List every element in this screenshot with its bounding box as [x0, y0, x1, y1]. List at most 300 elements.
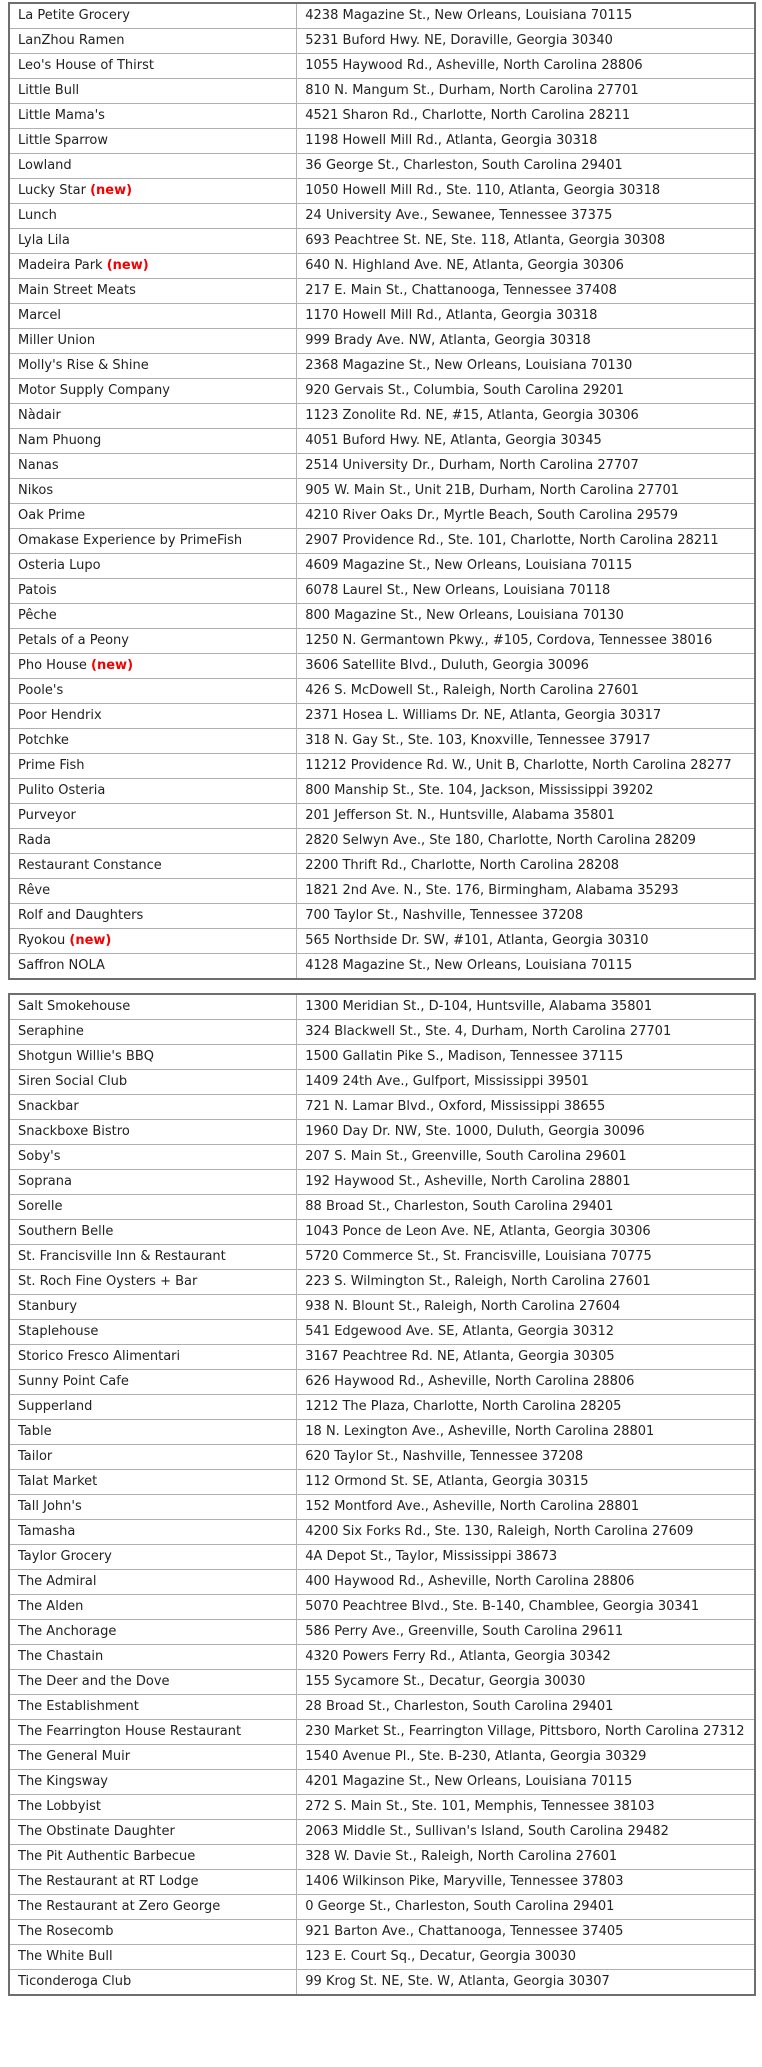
restaurant-address-cell: 24 University Ave., Sewanee, Tennessee 37375 — [297, 204, 755, 229]
restaurant-name-cell — [9, 1145, 297, 1170]
restaurant-name-cell — [9, 1345, 297, 1370]
restaurant-address-cell: 1123 Zonolite Rd. NE, #15, Atlanta, Georgia 30306 — [297, 404, 755, 429]
restaurant-address-cell: 192 Haywood St., Asheville, North Carolina 28801 — [297, 1170, 755, 1195]
restaurant-address-cell: 1055 Haywood Rd., Asheville, North Carolina 28806 — [297, 54, 755, 79]
restaurant-name-cell — [9, 1320, 297, 1345]
restaurant-name: Miller Union — [18, 333, 96, 348]
restaurant-name-cell — [9, 1545, 297, 1570]
restaurant-address-cell: 3606 Satellite Blvd., Duluth, Georgia 30096 — [297, 654, 755, 679]
restaurant-name-cell — [9, 354, 297, 379]
restaurant-name-cell — [9, 429, 297, 454]
restaurant-address-cell: 938 N. Blount St., Raleigh, North Carolina 27604 — [297, 1295, 755, 1320]
restaurant-address-cell: 1043 Ponce de Leon Ave. NE, Atlanta, Georgia 30306 — [297, 1220, 755, 1245]
restaurant-name: The Pit Authentic Barbecue — [18, 1849, 196, 1864]
table-row — [9, 129, 755, 154]
restaurant-address-cell: 1250 N. Germantown Pkwy., #105, Cordova, Tennessee 38016 — [297, 629, 755, 654]
table-row — [9, 654, 755, 679]
restaurant-address-cell: 5231 Buford Hwy. NE, Doraville, Georgia 30340 — [297, 29, 755, 54]
restaurant-name: Snackbar — [18, 1099, 79, 1114]
table-row — [9, 1520, 755, 1545]
restaurant-address-cell: 4A Depot St., Taylor, Mississippi 38673 — [297, 1545, 755, 1570]
restaurant-address-cell: 2200 Thrift Rd., Charlotte, North Carolina 28208 — [297, 854, 755, 879]
restaurant-name: The Obstinate Daughter — [18, 1824, 175, 1839]
restaurant-name-cell — [9, 29, 297, 54]
restaurant-name-cell — [9, 1045, 297, 1070]
restaurant-name: Snackboxe Bistro — [18, 1124, 130, 1139]
restaurant-name: Madeira Park — [18, 258, 103, 273]
restaurant-name: The White Bull — [18, 1949, 113, 1964]
table-row — [9, 1570, 755, 1595]
restaurant-name-cell — [9, 129, 297, 154]
restaurant-address-cell: 201 Jefferson St. N., Huntsville, Alabama 35801 — [297, 804, 755, 829]
restaurant-address-cell: 3167 Peachtree Rd. NE, Atlanta, Georgia 30305 — [297, 1345, 755, 1370]
restaurant-name-cell — [9, 779, 297, 804]
restaurant-name-cell — [9, 994, 297, 1020]
restaurant-name: Pulito Osteria — [18, 783, 106, 798]
restaurant-address-cell: 1821 2nd Ave. N., Ste. 176, Birmingham, Alabama 35293 — [297, 879, 755, 904]
restaurant-name: Tamasha — [18, 1524, 76, 1539]
restaurant-name-cell — [9, 1820, 297, 1845]
restaurant-address-cell: 426 S. McDowell St., Raleigh, North Carolina 27601 — [297, 679, 755, 704]
table-row — [9, 704, 755, 729]
table-row — [9, 854, 755, 879]
restaurant-name: Poole's — [18, 683, 64, 698]
table-row — [9, 1395, 755, 1420]
restaurant-address-cell: 223 S. Wilmington St., Raleigh, North Carolina 27601 — [297, 1270, 755, 1295]
restaurant-name-cell — [9, 254, 297, 279]
restaurant-name: Lucky Star — [18, 183, 86, 198]
restaurant-name: Little Mama's — [18, 108, 105, 123]
restaurant-name-cell — [9, 529, 297, 554]
table-row — [9, 929, 755, 954]
table-row — [9, 1770, 755, 1795]
restaurant-name-cell — [9, 104, 297, 129]
restaurant-address-cell: 693 Peachtree St. NE, Ste. 118, Atlanta, Georgia 30308 — [297, 229, 755, 254]
restaurant-address-cell: 700 Taylor St., Nashville, Tennessee 37208 — [297, 904, 755, 929]
restaurant-address-cell: 4320 Powers Ferry Rd., Atlanta, Georgia 30342 — [297, 1645, 755, 1670]
restaurant-name: The Deer and the Dove — [18, 1674, 170, 1689]
restaurant-name-cell — [9, 504, 297, 529]
restaurant-name-cell — [9, 1095, 297, 1120]
restaurant-name-cell — [9, 1970, 297, 1996]
table-row — [9, 729, 755, 754]
restaurant-name-cell — [9, 654, 297, 679]
table-row — [9, 1345, 755, 1370]
restaurant-name: Siren Social Club — [18, 1074, 128, 1089]
restaurant-name: Little Sparrow — [18, 133, 109, 148]
restaurant-name: The Fearrington House Restaurant — [18, 1724, 242, 1739]
restaurant-name-cell — [9, 904, 297, 929]
restaurant-name: The Rosecomb — [18, 1924, 114, 1939]
restaurant-name-cell — [9, 1120, 297, 1145]
table-row — [9, 1095, 755, 1120]
restaurant-name-cell — [9, 1420, 297, 1445]
restaurant-address-cell: 36 George St., Charleston, South Carolina 29401 — [297, 154, 755, 179]
table-row — [9, 1595, 755, 1620]
table-row — [9, 1370, 755, 1395]
restaurant-address-cell: 4128 Magazine St., New Orleans, Louisiana 70115 — [297, 954, 755, 980]
table-row — [9, 579, 755, 604]
restaurant-address-cell: 1960 Day Dr. NW, Ste. 1000, Duluth, Georgia 30096 — [297, 1120, 755, 1145]
table-row — [9, 1720, 755, 1745]
restaurant-name: Southern Belle — [18, 1224, 114, 1239]
table-row — [9, 954, 755, 980]
restaurant-name: Taylor Grocery — [18, 1549, 112, 1564]
restaurant-name: Nikos — [18, 483, 54, 498]
restaurant-name-cell — [9, 604, 297, 629]
table-row — [9, 154, 755, 179]
restaurant-address-cell: 626 Haywood Rd., Asheville, North Carolina 28806 — [297, 1370, 755, 1395]
restaurant-name: Sunny Point Cafe — [18, 1374, 129, 1389]
restaurant-name: Rêve — [18, 883, 51, 898]
table-row — [9, 554, 755, 579]
restaurant-name-cell — [9, 1570, 297, 1595]
restaurant-name-cell — [9, 1520, 297, 1545]
table-row — [9, 254, 755, 279]
restaurant-name-cell — [9, 1770, 297, 1795]
restaurant-address-cell: 1212 The Plaza, Charlotte, North Carolina 28205 — [297, 1395, 755, 1420]
restaurant-address-cell: 640 N. Highland Ave. NE, Atlanta, Georgia 30306 — [297, 254, 755, 279]
table-row — [9, 1895, 755, 1920]
restaurant-name: Leo's House of Thirst — [18, 58, 154, 73]
restaurant-name: The Restaurant at RT Lodge — [18, 1874, 199, 1889]
restaurant-name: Supperland — [18, 1399, 93, 1414]
restaurant-name: Tailor — [18, 1449, 53, 1464]
restaurant-address-cell: 2063 Middle St., Sullivan's Island, South Carolina 29482 — [297, 1820, 755, 1845]
table-row — [9, 329, 755, 354]
restaurant-address-cell: 4051 Buford Hwy. NE, Atlanta, Georgia 30345 — [297, 429, 755, 454]
restaurant-name: Shotgun Willie's BBQ — [18, 1049, 154, 1064]
restaurant-address-cell: 1300 Meridian St., D-104, Huntsville, Alabama 35801 — [297, 994, 755, 1020]
table-row — [9, 204, 755, 229]
restaurant-name-cell — [9, 1445, 297, 1470]
restaurant-name-cell — [9, 204, 297, 229]
restaurant-name: Lowland — [18, 158, 72, 173]
table-row — [9, 104, 755, 129]
restaurant-name-cell — [9, 1695, 297, 1720]
restaurant-name: The Kingsway — [18, 1774, 109, 1789]
restaurant-name-cell — [9, 1195, 297, 1220]
restaurant-address-cell: 5070 Peachtree Blvd., Ste. B-140, Chamblee, Georgia 30341 — [297, 1595, 755, 1620]
restaurant-name: St. Roch Fine Oysters + Bar — [18, 1274, 198, 1289]
table-row — [9, 1445, 755, 1470]
restaurant-name-cell — [9, 1070, 297, 1095]
restaurant-name-cell — [9, 304, 297, 329]
table-row — [9, 529, 755, 554]
table-row — [9, 1020, 755, 1045]
restaurant-name: Restaurant Constance — [18, 858, 162, 873]
restaurant-address-cell: 800 Magazine St., New Orleans, Louisiana 70130 — [297, 604, 755, 629]
restaurant-address-cell: 1540 Avenue Pl., Ste. B-230, Atlanta, Georgia 30329 — [297, 1745, 755, 1770]
restaurant-address-cell: 1406 Wilkinson Pike, Maryville, Tennessee 37803 — [297, 1870, 755, 1895]
restaurant-name-cell — [9, 1395, 297, 1420]
restaurant-name: Tall John's — [18, 1499, 82, 1514]
restaurant-name: Soprana — [18, 1174, 72, 1189]
restaurant-name-cell — [9, 954, 297, 980]
new-badge: (new) — [106, 258, 149, 273]
restaurant-name: St. Francisville Inn & Restaurant — [18, 1249, 226, 1264]
restaurant-address-cell: 1409 24th Ave., Gulfport, Mississippi 39501 — [297, 1070, 755, 1095]
restaurant-name: Pêche — [18, 608, 57, 623]
restaurant-address-cell: 99 Krog St. NE, Ste. W, Atlanta, Georgia 30307 — [297, 1970, 755, 1996]
restaurant-name-cell — [9, 1170, 297, 1195]
restaurant-name: La Petite Grocery — [18, 8, 130, 23]
restaurant-name: Patois — [18, 583, 57, 598]
table-row — [9, 679, 755, 704]
table-row — [9, 1820, 755, 1845]
restaurant-address-cell: 217 E. Main St., Chattanooga, Tennessee 37408 — [297, 279, 755, 304]
restaurant-address-cell: 586 Perry Ave., Greenville, South Carolina 29611 — [297, 1620, 755, 1645]
restaurant-table-1 — [8, 2, 756, 980]
table-row — [9, 279, 755, 304]
restaurant-address-cell: 2514 University Dr., Durham, North Carolina 27707 — [297, 454, 755, 479]
restaurant-name: Saffron NOLA — [18, 958, 105, 973]
restaurant-name-cell — [9, 404, 297, 429]
restaurant-address-cell: 112 Ormond St. SE, Atlanta, Georgia 30315 — [297, 1470, 755, 1495]
table-row — [9, 1545, 755, 1570]
restaurant-name: Oak Prime — [18, 508, 86, 523]
restaurant-name: Rolf and Daughters — [18, 908, 144, 923]
table-row — [9, 1070, 755, 1095]
restaurant-name-cell — [9, 1245, 297, 1270]
restaurant-address-cell: 541 Edgewood Ave. SE, Atlanta, Georgia 30312 — [297, 1320, 755, 1345]
table-row — [9, 1620, 755, 1645]
table-row — [9, 504, 755, 529]
restaurant-address-cell: 810 N. Mangum St., Durham, North Carolina 27701 — [297, 79, 755, 104]
restaurant-address-cell: 721 N. Lamar Blvd., Oxford, Mississippi 38655 — [297, 1095, 755, 1120]
table-row — [9, 1045, 755, 1070]
table-row — [9, 1945, 755, 1970]
new-badge: (new) — [91, 658, 134, 673]
restaurant-address-cell: 328 W. Davie St., Raleigh, North Carolina 27601 — [297, 1845, 755, 1870]
table-row — [9, 304, 755, 329]
restaurant-name: Little Bull — [18, 83, 80, 98]
restaurant-address-cell: 0 George St., Charleston, South Carolina 29401 — [297, 1895, 755, 1920]
restaurant-name-cell — [9, 1370, 297, 1395]
restaurant-address-cell: 905 W. Main St., Unit 21B, Durham, North Carolina 27701 — [297, 479, 755, 504]
table-row — [9, 54, 755, 79]
restaurant-name: The Alden — [18, 1599, 84, 1614]
table-row — [9, 829, 755, 854]
restaurant-name-cell — [9, 54, 297, 79]
table-row — [9, 1270, 755, 1295]
restaurant-name: Rada — [18, 833, 51, 848]
table-row — [9, 1295, 755, 1320]
restaurant-name-cell — [9, 704, 297, 729]
restaurant-name: Osteria Lupo — [18, 558, 101, 573]
restaurant-address-cell: 4609 Magazine St., New Orleans, Louisiana 70115 — [297, 554, 755, 579]
restaurant-name-cell — [9, 479, 297, 504]
restaurant-name-cell — [9, 1945, 297, 1970]
restaurant-address-cell: 318 N. Gay St., Ste. 103, Knoxville, Tennessee 37917 — [297, 729, 755, 754]
table-row — [9, 1845, 755, 1870]
table-row — [9, 1495, 755, 1520]
restaurant-address-cell: 2820 Selwyn Ave., Ste 180, Charlotte, North Carolina 28209 — [297, 829, 755, 854]
restaurant-name: Purveyor — [18, 808, 76, 823]
restaurant-name: Soby's — [18, 1149, 61, 1164]
table-row — [9, 1420, 755, 1445]
restaurant-name-cell — [9, 379, 297, 404]
table-row — [9, 229, 755, 254]
restaurant-name: Storico Fresco Alimentari — [18, 1349, 181, 1364]
restaurant-address-cell: 4210 River Oaks Dr., Myrtle Beach, South Carolina 29579 — [297, 504, 755, 529]
table-row — [9, 1970, 755, 1996]
restaurant-address-cell: 920 Gervais St., Columbia, South Carolina 29201 — [297, 379, 755, 404]
restaurant-address-cell: 155 Sycamore St., Decatur, Georgia 30030 — [297, 1670, 755, 1695]
restaurant-name-cell — [9, 1295, 297, 1320]
restaurant-name: Salt Smokehouse — [18, 999, 131, 1014]
restaurant-address-cell: 5720 Commerce St., St. Francisville, Louisiana 70775 — [297, 1245, 755, 1270]
restaurant-name: Stanbury — [18, 1299, 78, 1314]
restaurant-name: Prime Fish — [18, 758, 85, 773]
table-row — [9, 79, 755, 104]
restaurant-name: Potchke — [18, 733, 69, 748]
table-row — [9, 354, 755, 379]
restaurant-name: The Lobbyist — [18, 1799, 101, 1814]
table-row — [9, 629, 755, 654]
restaurant-address-cell: 565 Northside Dr. SW, #101, Atlanta, Georgia 30310 — [297, 929, 755, 954]
restaurant-name-cell — [9, 1270, 297, 1295]
table-row — [9, 1745, 755, 1770]
table-row — [9, 3, 755, 29]
table-row — [9, 879, 755, 904]
restaurant-address-cell: 28 Broad St., Charleston, South Carolina 29401 — [297, 1695, 755, 1720]
table-row — [9, 429, 755, 454]
restaurant-name-cell — [9, 179, 297, 204]
restaurant-name-cell — [9, 1745, 297, 1770]
table-row — [9, 1870, 755, 1895]
restaurant-name: Ticonderoga Club — [18, 1974, 132, 1989]
restaurant-address-cell: 18 N. Lexington Ave., Asheville, North Carolina 28801 — [297, 1420, 755, 1445]
table-row — [9, 804, 755, 829]
restaurant-name-cell — [9, 1020, 297, 1045]
restaurant-address-cell: 1198 Howell Mill Rd., Atlanta, Georgia 30318 — [297, 129, 755, 154]
table-row — [9, 1795, 755, 1820]
restaurant-address-cell: 800 Manship St., Ste. 104, Jackson, Mississippi 39202 — [297, 779, 755, 804]
restaurant-name: Table — [18, 1424, 52, 1439]
restaurant-name: The Anchorage — [18, 1624, 117, 1639]
restaurant-address-cell: 4201 Magazine St., New Orleans, Louisiana 70115 — [297, 1770, 755, 1795]
table-row — [9, 1645, 755, 1670]
table-row — [9, 1145, 755, 1170]
table-row — [9, 379, 755, 404]
restaurant-name-cell — [9, 1920, 297, 1945]
restaurant-name-cell — [9, 1620, 297, 1645]
table-row — [9, 454, 755, 479]
restaurant-name-cell — [9, 854, 297, 879]
restaurant-name-cell — [9, 154, 297, 179]
restaurant-address-cell: 620 Taylor St., Nashville, Tennessee 37208 — [297, 1445, 755, 1470]
table-row — [9, 1670, 755, 1695]
restaurant-address-cell: 2368 Magazine St., New Orleans, Louisiana 70130 — [297, 354, 755, 379]
restaurant-name: Nàdair — [18, 408, 61, 423]
restaurant-name-cell — [9, 629, 297, 654]
table-row — [9, 1320, 755, 1345]
new-badge: (new) — [90, 183, 133, 198]
table-row — [9, 904, 755, 929]
restaurant-address-cell: 2907 Providence Rd., Ste. 101, Charlotte, North Carolina 28211 — [297, 529, 755, 554]
restaurant-name: The Chastain — [18, 1649, 104, 1664]
restaurant-name-cell — [9, 1495, 297, 1520]
restaurant-address-cell: 400 Haywood Rd., Asheville, North Carolina 28806 — [297, 1570, 755, 1595]
restaurant-name: Nanas — [18, 458, 59, 473]
restaurant-name-cell — [9, 804, 297, 829]
restaurant-name: Marcel — [18, 308, 61, 323]
table-row — [9, 604, 755, 629]
restaurant-name-cell — [9, 929, 297, 954]
table-row — [9, 1245, 755, 1270]
restaurant-table-2 — [8, 993, 756, 1996]
restaurant-address-cell: 207 S. Main St., Greenville, South Carolina 29601 — [297, 1145, 755, 1170]
restaurant-name-cell — [9, 1470, 297, 1495]
restaurant-address-cell: 2371 Hosea L. Williams Dr. NE, Atlanta, Georgia 30317 — [297, 704, 755, 729]
restaurant-address-cell: 123 E. Court Sq., Decatur, Georgia 30030 — [297, 1945, 755, 1970]
restaurant-name-cell — [9, 1220, 297, 1245]
table-row — [9, 29, 755, 54]
table-row — [9, 1695, 755, 1720]
restaurant-name-cell — [9, 829, 297, 854]
restaurant-name: Lyla Lila — [18, 233, 70, 248]
restaurant-address-cell: 4200 Six Forks Rd., Ste. 130, Raleigh, North Carolina 27609 — [297, 1520, 755, 1545]
restaurant-name: Petals of a Peony — [18, 633, 129, 648]
restaurant-name-cell — [9, 1645, 297, 1670]
restaurant-address-cell: 272 S. Main St., Ste. 101, Memphis, Tennessee 38103 — [297, 1795, 755, 1820]
restaurant-name: Talat Market — [18, 1474, 98, 1489]
table-row — [9, 994, 755, 1020]
restaurant-address-cell: 230 Market St., Fearrington Village, Pittsboro, North Carolina 27312 — [297, 1720, 755, 1745]
restaurant-address-cell: 6078 Laurel St., New Orleans, Louisiana 70118 — [297, 579, 755, 604]
table-row — [9, 1195, 755, 1220]
restaurant-name-cell — [9, 1845, 297, 1870]
restaurant-name: Sorelle — [18, 1199, 63, 1214]
new-badge: (new) — [69, 933, 112, 948]
restaurant-name-cell — [9, 579, 297, 604]
table-row — [9, 479, 755, 504]
restaurant-name-cell — [9, 79, 297, 104]
restaurant-name: Molly's Rise & Shine — [18, 358, 149, 373]
restaurant-address-cell: 1170 Howell Mill Rd., Atlanta, Georgia 30318 — [297, 304, 755, 329]
restaurant-name: LanZhou Ramen — [18, 33, 125, 48]
restaurant-name-cell — [9, 1595, 297, 1620]
table-row — [9, 404, 755, 429]
restaurant-name-cell — [9, 1895, 297, 1920]
restaurant-name: Pho House — [18, 658, 87, 673]
restaurant-name: Nam Phuong — [18, 433, 102, 448]
restaurant-address-cell: 921 Barton Ave., Chattanooga, Tennessee 37405 — [297, 1920, 755, 1945]
restaurant-name-cell — [9, 879, 297, 904]
restaurant-name-cell — [9, 1795, 297, 1820]
restaurant-name: Omakase Experience by PrimeFish — [18, 533, 243, 548]
restaurant-name-cell — [9, 729, 297, 754]
restaurant-name: Lunch — [18, 208, 57, 223]
restaurant-name: Poor Hendrix — [18, 708, 102, 723]
restaurant-name: The General Muir — [18, 1749, 131, 1764]
restaurant-name: Staplehouse — [18, 1324, 99, 1339]
restaurant-name: Main Street Meats — [18, 283, 136, 298]
restaurant-name: The Establishment — [18, 1699, 139, 1714]
table-row — [9, 1470, 755, 1495]
restaurant-address-cell: 1050 Howell Mill Rd., Ste. 110, Atlanta, Georgia 30318 — [297, 179, 755, 204]
restaurant-name-cell — [9, 454, 297, 479]
restaurant-name: The Admiral — [18, 1574, 97, 1589]
restaurant-address-cell: 152 Montford Ave., Asheville, North Carolina 28801 — [297, 1495, 755, 1520]
restaurant-name-cell — [9, 279, 297, 304]
restaurant-address-cell: 324 Blackwell St., Ste. 4, Durham, North Carolina 27701 — [297, 1020, 755, 1045]
restaurant-name: Motor Supply Company — [18, 383, 170, 398]
restaurant-name-cell — [9, 1720, 297, 1745]
restaurant-name-cell — [9, 1670, 297, 1695]
restaurant-address-cell: 11212 Providence Rd. W., Unit B, Charlotte, North Carolina 28277 — [297, 754, 755, 779]
